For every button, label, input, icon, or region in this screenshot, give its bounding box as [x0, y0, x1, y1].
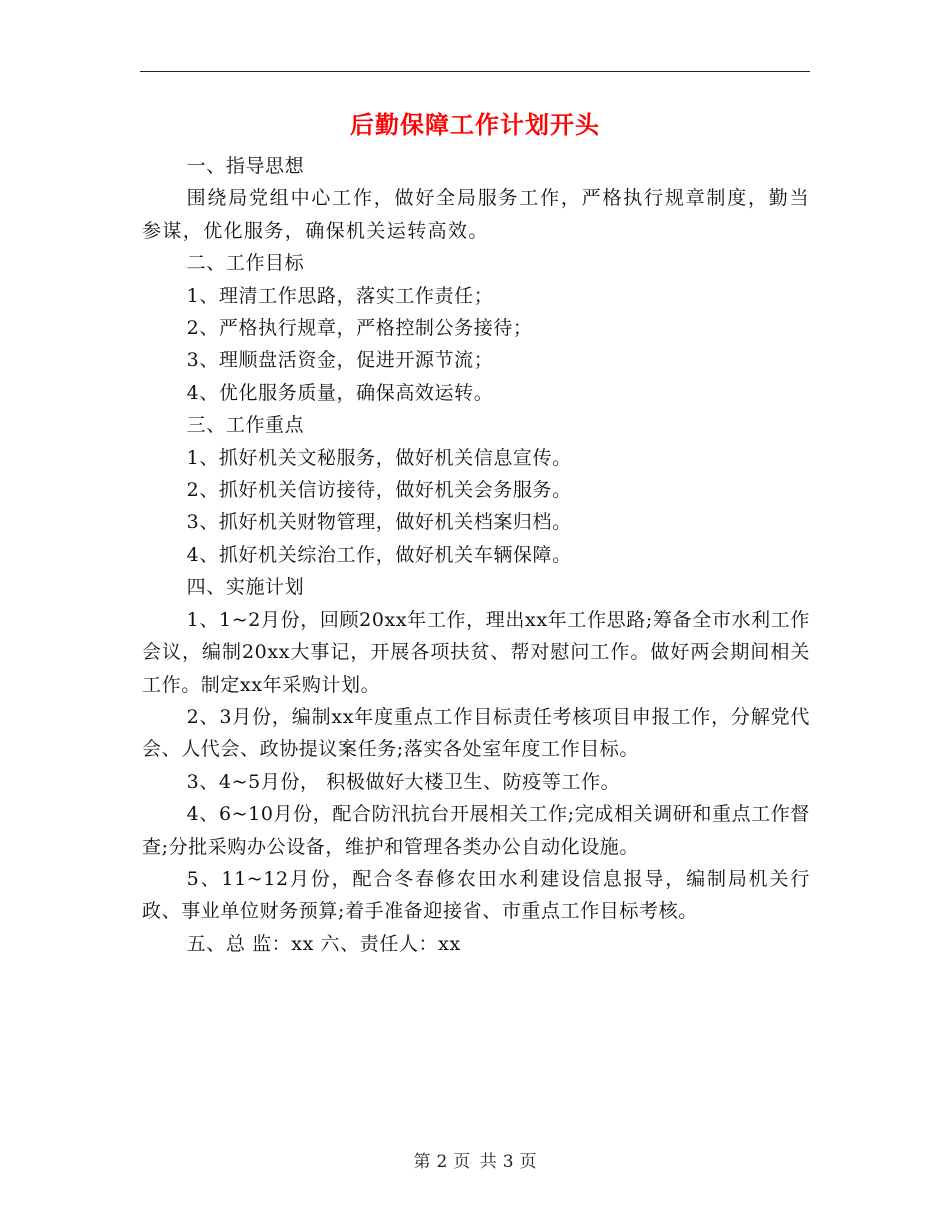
document-body: [142, 150, 810, 960]
focus-item: 3、抓好机关财物管理，做好机关档案归档。: [186, 511, 572, 534]
section-heading-supervisor-responsible: 五、总 监：xx 六、责任人：xx: [186, 932, 461, 955]
goal-item: 4、优化服务质量，确保高效运转。: [186, 381, 494, 404]
focus-item: 2、抓好机关信访接待，做好机关会务服务。: [186, 479, 572, 502]
page-number-footer: [0, 1150, 950, 1174]
section-heading-guiding-idea: 一、指导思想: [186, 155, 305, 177]
page-label-prefix: 第: [413, 1152, 431, 1172]
header-rule: [140, 71, 810, 72]
plan-item: 5、11~12月份，配合冬春修农田水利建设信息报导，编制局机关行政、事业单位财务预算;着手准备迎接省、市重点工作目标考核。: [142, 867, 810, 923]
goal-item: 1、理清工作思路，落实工作责任；: [186, 284, 494, 307]
plan-item: 3、4~5月份， 积极做好大楼卫生、防疫等工作。: [186, 770, 621, 793]
plan-item: 2、3月份，编制xx年度重点工作目标责任考核项目申报工作，分解党代会、人代会、政协提议案任务;落实各处室年度工作目标。: [142, 705, 810, 761]
document-title: 后勤保障工作计划开头: [350, 110, 600, 139]
section-heading-work-goals: 二、工作目标: [186, 252, 305, 275]
plan-item: 1、1~2月份，回顾20xx年工作，理出xx年工作思路;筹备全市水利工作会议，编制20xx大事记，开展各项扶贫、帮对慰问工作。做好两会期间相关工作。制定xx年采购计划。: [142, 608, 810, 696]
section-heading-implementation-plan: 四、实施计划: [186, 576, 305, 599]
page-current: 2: [436, 1152, 448, 1172]
page-label-middle: 页 共: [453, 1152, 497, 1172]
goal-item: 3、理顺盘活资金，促进开源节流；: [186, 349, 494, 372]
focus-item: 4、抓好机关综治工作，做好机关车辆保障。: [186, 543, 572, 566]
plan-item: 4、6~10月份，配合防汛抗台开展相关工作;完成相关调研和重点工作督查;分批采购办公设备，维护和管理各类办公自动化设施。: [142, 803, 810, 858]
page-total: 3: [502, 1152, 514, 1172]
focus-item: 1、抓好机关文秘服务，做好机关信息宣传。: [186, 446, 572, 469]
page-label-suffix: 页: [519, 1152, 537, 1172]
section-heading-work-focus: 三、工作重点: [186, 414, 305, 437]
paragraph-guiding-idea: 围绕局党组中心工作，做好全局服务工作，严格执行规章制度，勤当参谋，优化服务，确保机关运转高效。: [142, 187, 810, 242]
goal-item: 2、严格执行规章，严格控制公务接待；: [186, 317, 533, 340]
